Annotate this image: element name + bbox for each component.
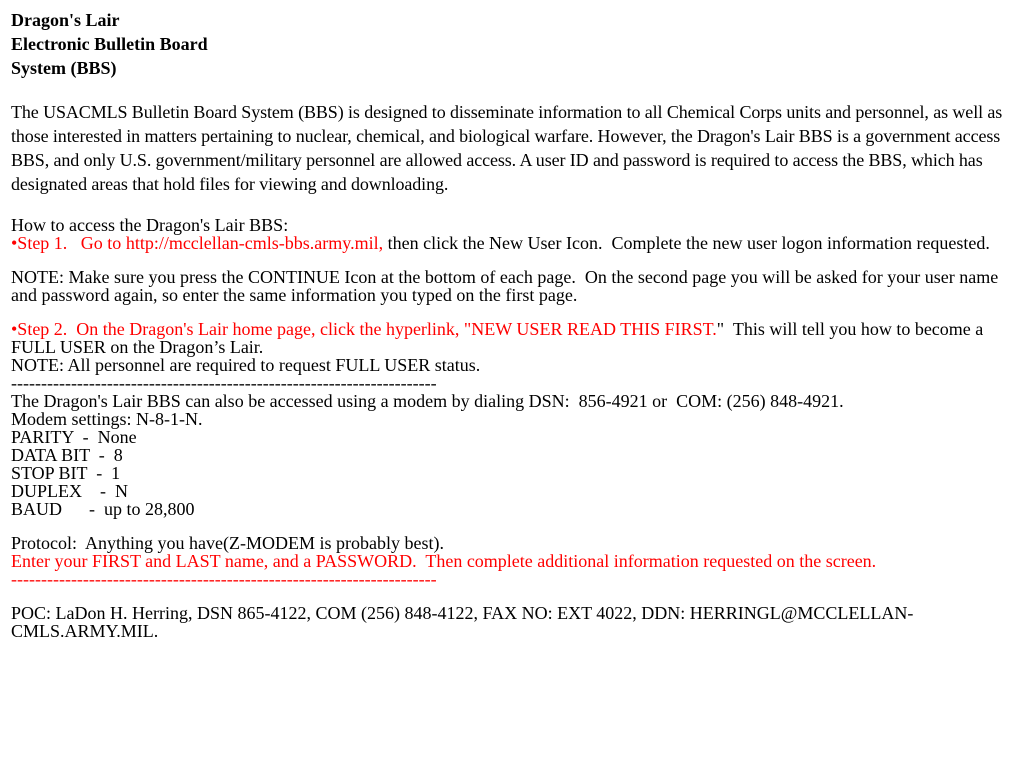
- poc-section: [11, 604, 1014, 640]
- setting-parity: PARITY - None: [11, 427, 137, 447]
- protocol-info: Protocol: Anything you have(Z-MODEM is probably best).: [11, 533, 444, 553]
- setting-stopbit: STOP BIT - 1: [11, 463, 121, 483]
- step-1: [11, 234, 1014, 252]
- poc-info: POC: LaDon H. Herring, DSN 865-4122, COM (256) 848-4122, FAX NO: EXT 4022, DDN: HERRINGL@MCCLELLAN-CMLS.ARMY.MIL.: [11, 603, 914, 641]
- setting-baud: BAUD - up to 28,800: [11, 499, 195, 519]
- intro-paragraph: The USACMLS Bulletin Board System (BBS) is designed to disseminate information to all Chemical Corps units and personnel, as well as those interested in matters pertaining to nuclear, chemical, and biological warfare. However, the Dragon's Lair BBS is a government access BBS, and only U.S. government/military personnel are allowed access. A user ID and password is required to access the BBS, which has designated areas that hold files for viewing and downloading.: [11, 102, 1003, 194]
- setting-duplex: DUPLEX - N: [11, 481, 128, 501]
- step-2-rest: " This will tell you how to become a FULL USER on the Dragon’s Lair.: [11, 319, 988, 357]
- modem-settings: Modem settings: N-8-1-N.: [11, 409, 203, 429]
- step-1-prefix: •Step 1. Go to: [11, 233, 126, 253]
- access-heading: How to access the Dragon's Lair BBS:: [11, 215, 289, 235]
- note-continue: NOTE: Make sure you press the CONTINUE Icon at the bottom of each page. On the second page you will be asked for your user name and password again, so enter the same information you typed on the first page.: [11, 267, 1003, 305]
- divider-line-2: -----------------------------------------------------------------------: [11, 570, 437, 588]
- login-instruction: Enter your FIRST and LAST name, and a PASSWORD. Then complete additional information requested on the screen.: [11, 551, 877, 571]
- step-1-rest: then click the New User Icon. Complete the new user logon information requested.: [383, 233, 990, 253]
- title-line-3: System (BBS): [11, 58, 117, 78]
- page-title: [11, 8, 1014, 80]
- divider-line: -----------------------------------------------------------------------: [11, 374, 437, 392]
- modem-dial-info: The Dragon's Lair BBS can also be accessed using a modem by dialing DSN: 856-4921 or COM: (256) 848-4921.: [11, 391, 844, 411]
- title-line-1: Dragon's Lair: [11, 10, 120, 30]
- note-full-user: NOTE: All personnel are required to request FULL USER status.: [11, 355, 481, 375]
- access-section: [11, 216, 1014, 392]
- step-2: [11, 320, 1014, 356]
- setting-databit: DATA BIT - 8: [11, 445, 123, 465]
- title-line-2: Electronic Bulletin Board: [11, 34, 208, 54]
- step-2-red-text: •Step 2. On the Dragon's Lair home page, click the hyperlink, "NEW USER READ THIS FIRST.: [11, 319, 717, 339]
- bbs-url-link[interactable]: http://mcclellan-cmls-bbs.army.mil,: [125, 233, 384, 253]
- modem-section: [11, 392, 1014, 588]
